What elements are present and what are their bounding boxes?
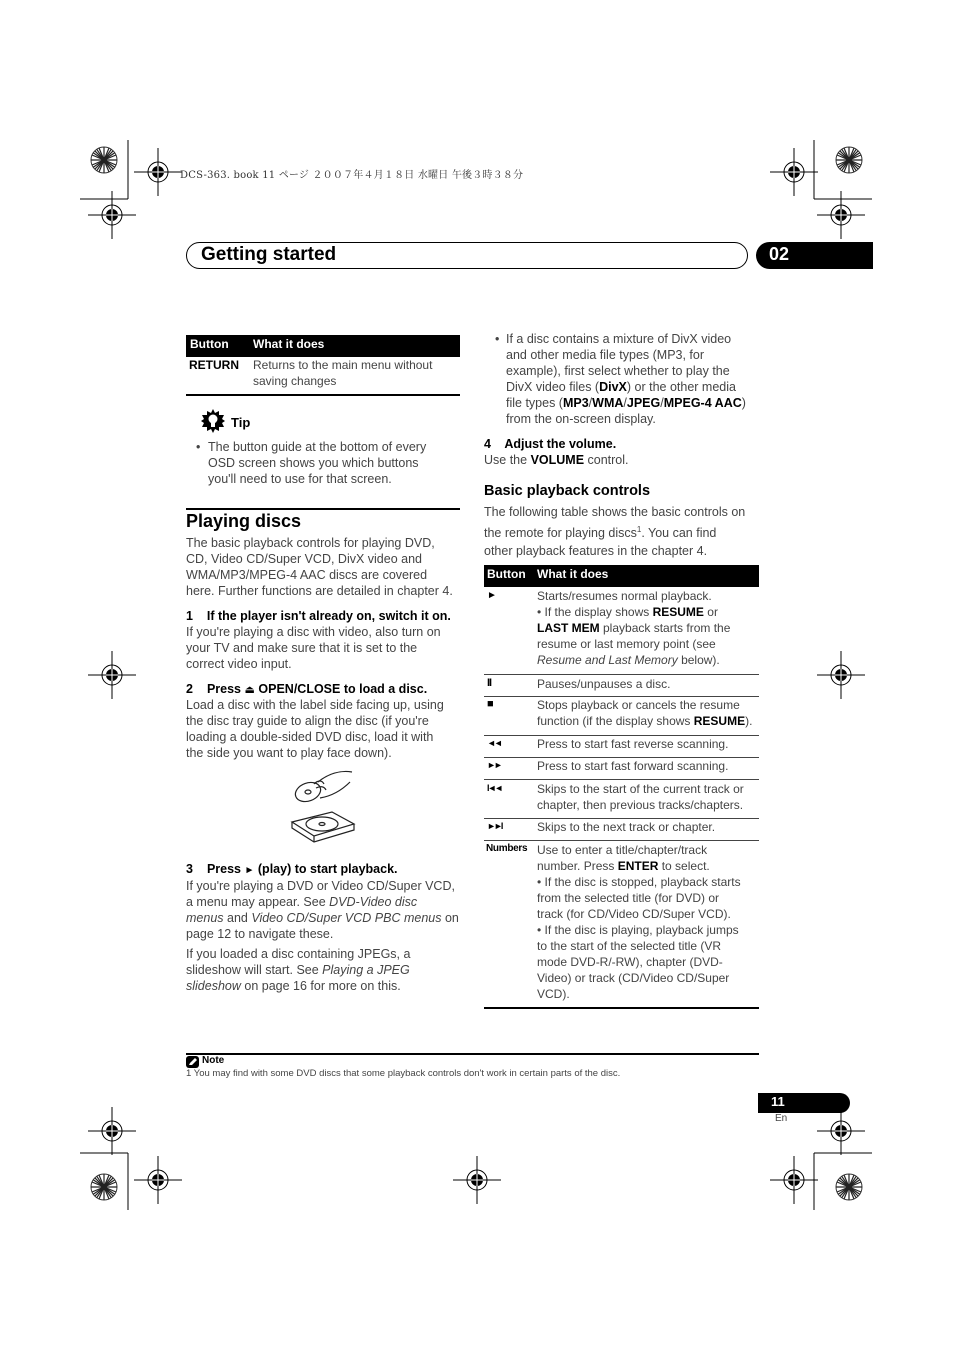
right-table-col-button: Button (487, 567, 526, 581)
page-number: 11 (771, 1094, 785, 1109)
row-divider (484, 840, 759, 841)
numbers-row-desc: Use to enter a title/chapter/track number. Press ENTER to select. • If the disc is stopped, playback starts from the selected title (for DVD) or track (for CD/Video CD/Super VCD). • If the disc is playing, playback jumps to the start of the selected title (VR mode DVD-R/-RW), chapter (DVD- Video) or track (CD/Video CD/Super VCD). (537, 843, 741, 1001)
skip-previous-icon: I◄◄ (487, 783, 502, 793)
play-button-icon: ► (487, 590, 497, 601)
skip-next-icon: ►►I (487, 821, 502, 831)
basic-playback-intro: The following table shows the basic controls on the remote for playing discs$^1$. You can find other playback features in the chapter 4. (484, 505, 746, 559)
footnote-text: 1 You may find with some DVD discs that some playback controls don't work in certain parts of the disc. (186, 1068, 621, 1079)
right-table-bottom-rule (484, 1007, 759, 1009)
language-code: En (775, 1113, 788, 1124)
playing-discs-intro: The basic playback controls for playing DVD, CD, Video CD/Super VCD, DivX video and WMA/MP3/MPEG-4 AAC discs are covered here. Further functions are detailed in chapter 4. (186, 536, 453, 598)
note-label: Note (202, 1055, 225, 1066)
numbers-button-label: Numbers (486, 843, 528, 854)
left-table-header (186, 335, 460, 357)
fast-forward-icon: ►► (487, 760, 501, 770)
print-slug: DCS-363. book 11 ページ ２００７年４月１８日 水曜日 午後３時３８分 (180, 170, 524, 181)
right-table-col-what: What it does (537, 567, 609, 581)
chapter-title-bar (186, 242, 748, 269)
chapter-title: Getting started (201, 244, 337, 265)
step-3-title: 3 Press ► (play) to start playback. (186, 862, 398, 876)
left-table-col-what: What it does (253, 337, 325, 351)
right-table-header (484, 565, 759, 587)
left-table-col-button: Button (190, 337, 229, 351)
fast-reverse-icon: ◄◄ (487, 738, 501, 748)
stop-row-desc: Stops playback or cancels the resume function (if the display shows RESUME). (537, 698, 753, 728)
step-3-body-1: If you're playing a DVD or Video CD/Super VCD, a menu may appear. See DVD-Video disc menus and Video CD/Super VCD PBC menus on page 12 to navigate these. (186, 879, 459, 941)
page-number-tab (758, 1093, 850, 1113)
step-4-title: 4 Adjust the volume. (484, 437, 617, 451)
ff-row-desc: Press to start fast forward scanning. (537, 759, 729, 773)
disc-loading-illustration (288, 768, 358, 848)
pause-button-icon: II (487, 677, 492, 689)
stop-button-icon: ■ (487, 698, 494, 710)
divx-bullet: • (495, 332, 500, 346)
section-heading-playing-discs: Playing discs (186, 511, 302, 531)
tip-bullet: • (196, 440, 201, 454)
prev-row-desc: Skips to the start of the current track or chapter, then previous tracks/chapters. (537, 782, 744, 812)
next-row-desc: Skips to the next track or chapter. (537, 820, 716, 834)
tip-label: Tip (231, 415, 251, 430)
note-rule (186, 1053, 759, 1055)
step-1-title: 1 If the player isn't already on, switch it on. (186, 609, 451, 623)
tip-lightbulb-icon (200, 408, 226, 434)
step-1-body: If you're playing a disc with video, also turn on your TV and make sure that it is set to the correct video input. (186, 625, 441, 671)
step-4-body: Use the VOLUME control. (484, 453, 629, 467)
row-divider (484, 674, 759, 675)
table-button-return: RETURN (189, 358, 239, 372)
step-3-body-2: If you loaded a disc containing JPEGs, a slideshow will start. See Playing a JPEG slideshow on page 16 for more on this. (186, 947, 411, 993)
tip-text: The button guide at the bottom of every OSD screen shows you which buttons you'll need to use for that screen. (208, 440, 427, 486)
row-divider (484, 779, 759, 780)
chapter-number: 02 (769, 244, 790, 264)
chapter-number-tab (756, 242, 873, 269)
step-2-title: 2 Press ⏏ OPEN/CLOSE to load a disc. (186, 682, 428, 696)
note-pencil-icon (186, 1056, 199, 1068)
divx-bullet-text: If a disc contains a mixture of DivX video and other media file types (MP3, for example), first select whether to play the DivX video files (DivX) or the other media file types (MP3/WMA/JPEG/MPEG-4 AAC) from the on-screen display. (506, 332, 746, 426)
table-bottom-rule (186, 394, 460, 396)
tip-bottom-rule (186, 508, 460, 510)
pause-row-desc: Pauses/unpauses a disc. (537, 677, 671, 691)
table-desc-return: Returns to the main menu without saving changes (253, 358, 433, 388)
step-2-body: Load a disc with the label side facing up, using the disc tray guide to align the disc (if you're loading a double-sided DVD disc, load it with the side you want to play face down). (186, 698, 444, 760)
eject-icon: ⏏ (244, 684, 255, 696)
basic-playback-heading: Basic playback controls (484, 483, 651, 499)
play-icon: ► (244, 865, 255, 876)
rew-row-desc: Press to start fast reverse scanning. (537, 737, 729, 751)
play-row-desc: Starts/resumes normal playback. • If the display shows RESUME or LAST MEM playback starts from the resume or last memory point (see Resume and Last Memory below). (537, 589, 731, 667)
